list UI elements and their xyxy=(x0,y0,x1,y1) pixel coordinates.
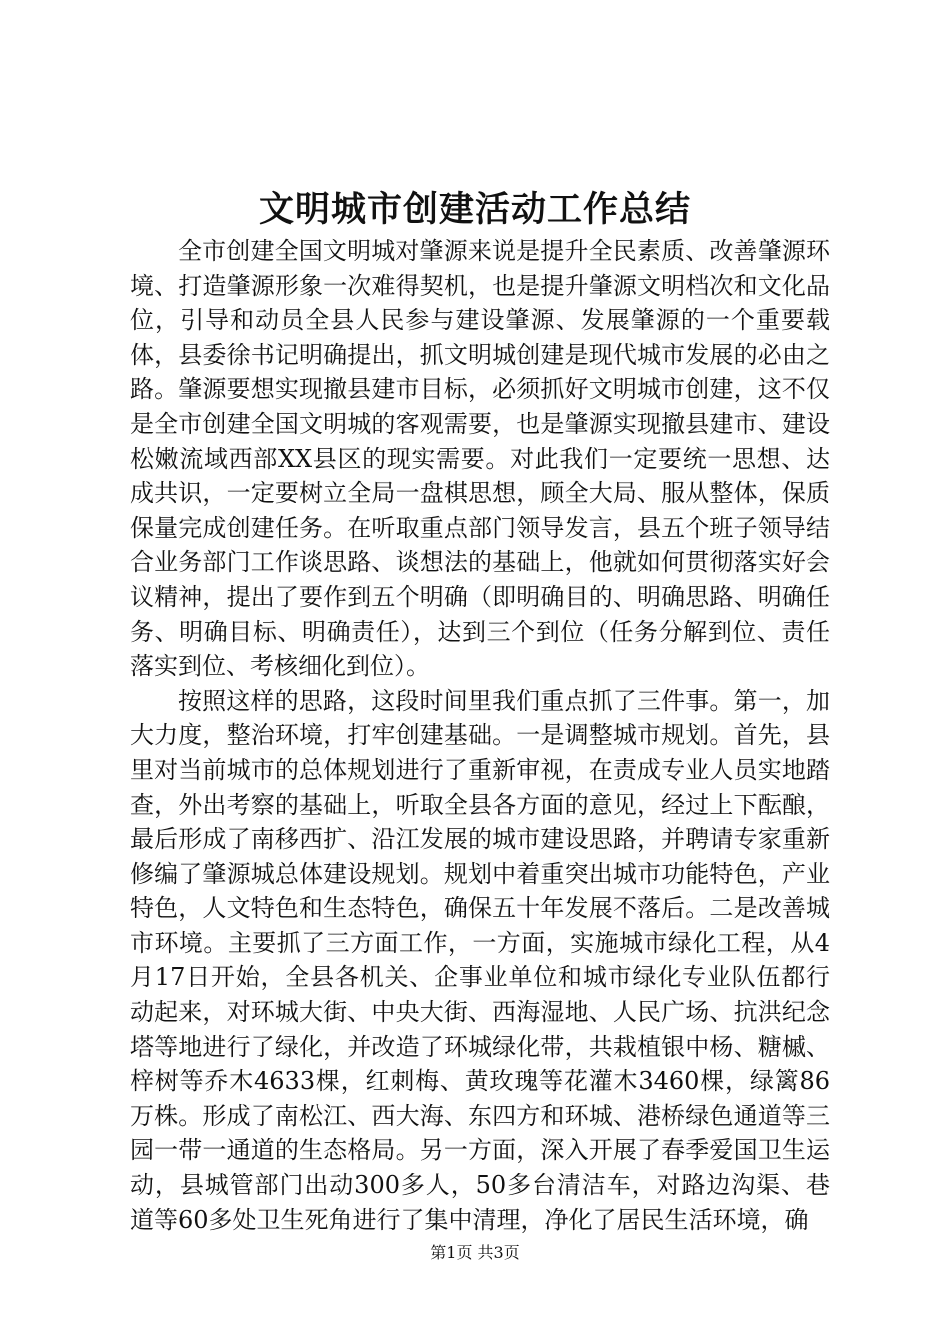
paragraph-2: 按照这样的思路，这段时间里我们重点抓了三件事。第一，加大力度，整治环境，打牢创建基础。一是调整城市规划。首先，县里对当前城市的总体规划进行了重新审视，在责成专业人员实地踏查，外出考察的基础上，听取全县各方面的意见，经过上下酝酿，最后形成了南移西扩、沿江发展的城市建设思路，并聘请专家重新修编了肇源城总体建设规划。规划中着重突出城市功能特色，产业特色，人文特色和生态特色，确保五十年发展不落后。二是改善城市环境。主要抓了三方面工作，一方面，实施城市绿化工程，从4月17日开始，全县各机关、企事业单位和城市绿化专业队伍都行动起来，对环城大街、中央大街、西海湿地、人民广场、抗洪纪念塔等地进行了绿化，并改造了环城绿化带，共栽植银中杨、糖槭、梓树等乔木4633棵，红刺梅、黄玫瑰等花灌木3460棵，绿篱86万株。形成了南松江、西大海、东四方和环城、港桥绿色通道等三园一带一通道的生态格局。另一方面，深入开展了春季爱国卫生运动，县城管部门出动300多人，50多台清洁车，对路边沟渠、巷道等60多处卫生死角进行了集中清理，净化了居民生活环境，确 xyxy=(130,686,830,1234)
document-body xyxy=(130,234,830,1237)
paragraph-1: 全市创建全国文明城对肇源来说是提升全民素质、改善肇源环境、打造肇源形象一次难得契机，也是提升肇源文明档次和文化品位，引导和动员全县人民参与建设肇源、发展肇源的一个重要载体，县委徐书记明确提出，抓文明城创建是现代城市发展的必由之路。肇源要想实现撤县建市目标，必须抓好文明城市创建，这不仅是全市创建全国文明城的客观需要，也是肇源实现撤县建市、建设松嫩流域西部XX县区的现实需要。对此我们一定要统一思想、达成共识，一定要树立全局一盘棋思想，顾全大局、服从整体，保质保量完成创建任务。在听取重点部门领导发言，县五个班子领导结合业务部门工作谈思路、谈想法的基础上，他就如何贯彻落实好会议精神，提出了要作到五个明确（即明确目的、明确思路、明确任务、明确目标、明确责任），达到三个到位（任务分解到位、责任落实到位、考核细化到位）。 xyxy=(130,237,830,681)
page-footer: 第1页 共3页 xyxy=(430,1243,520,1262)
document-title: 文明城市创建活动工作总结 xyxy=(258,189,691,230)
